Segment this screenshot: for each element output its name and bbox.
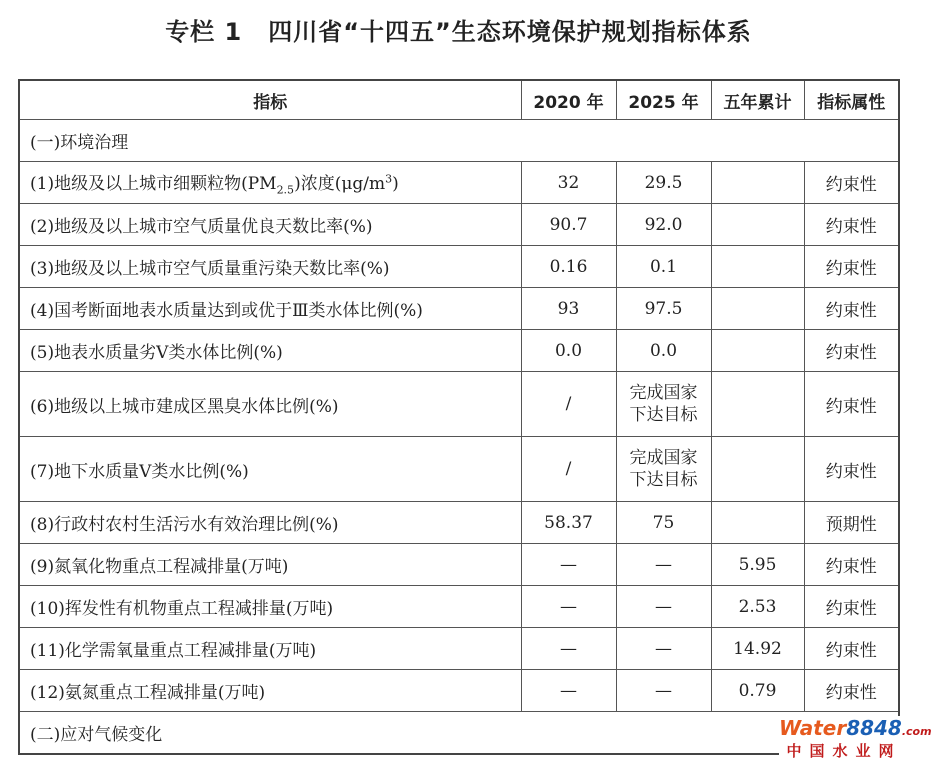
row-name: (3)地级及以上城市空气质量重污染天数比率(%)	[19, 246, 521, 288]
row-attr: 约束性	[804, 288, 899, 330]
row-cum	[711, 437, 804, 502]
page-title	[0, 12, 917, 47]
row-attr: 约束性	[804, 670, 899, 712]
header-cumulative: 五年累计	[711, 80, 804, 120]
row-2025: 97.5	[616, 288, 711, 330]
row-attr: 约束性	[804, 162, 899, 204]
row-name: (5)地表水质量劣Ⅴ类水体比例(%)	[19, 330, 521, 372]
row-name: (10)挥发性有机物重点工程减排量(万吨)	[19, 586, 521, 628]
section-row	[19, 712, 899, 754]
row-name: (9)氮氧化物重点工程减排量(万吨)	[19, 544, 521, 586]
row-2025: —	[616, 544, 711, 586]
table-row	[19, 437, 899, 502]
row-2025: —	[616, 586, 711, 628]
table-row	[19, 628, 899, 670]
row-2025: —	[616, 670, 711, 712]
row-name: (4)国考断面地表水质量达到或优于Ⅲ类水体比例(%)	[19, 288, 521, 330]
row-cum	[711, 372, 804, 437]
title-text: 四川省“十四五”生态环境保护规划指标体系	[268, 18, 752, 46]
row-attr: 约束性	[804, 372, 899, 437]
row-attr: 约束性	[804, 437, 899, 502]
row-name: (6)地级以上城市建成区黑臭水体比例(%)	[19, 372, 521, 437]
table-row	[19, 586, 899, 628]
row-cum	[711, 288, 804, 330]
header-attribute: 指标属性	[804, 80, 899, 120]
row-name: (7)地下水质量Ⅴ类水比例(%)	[19, 437, 521, 502]
row-2025: 0.1	[616, 246, 711, 288]
row-2025: 0.0	[616, 330, 711, 372]
row-attr: 约束性	[804, 330, 899, 372]
table-row	[19, 544, 899, 586]
table-row	[19, 502, 899, 544]
row-2020: /	[521, 437, 616, 502]
row-2025: 29.5	[616, 162, 711, 204]
watermark-logo	[779, 716, 932, 764]
row-cum: 5.95	[711, 544, 804, 586]
row-attr: 约束性	[804, 544, 899, 586]
table-row	[19, 372, 899, 437]
row-name: (2)地级及以上城市空气质量优良天数比率(%)	[19, 204, 521, 246]
row-2020: —	[521, 628, 616, 670]
row-2020: —	[521, 586, 616, 628]
title-label: 专栏 1	[165, 18, 243, 46]
indicator-table	[18, 79, 900, 755]
row-cum	[711, 162, 804, 204]
row-name: (1)地级及以上城市细颗粒物$(PM_{2.5})$浓度$(\mu g/m^3)$	[19, 162, 521, 204]
header-2020: 2020 年	[521, 80, 616, 120]
row-cum	[711, 502, 804, 544]
header-row	[19, 80, 899, 120]
row-attr: 约束性	[804, 628, 899, 670]
row-cum	[711, 330, 804, 372]
section-row	[19, 120, 899, 162]
header-indicator: 指标	[19, 80, 521, 120]
section-environment: (一)环境治理	[19, 120, 899, 162]
table-row	[19, 162, 899, 204]
row-2025: —	[616, 628, 711, 670]
row-cum: 0.79	[711, 670, 804, 712]
row-2020: 32	[521, 162, 616, 204]
row-cum: 2.53	[711, 586, 804, 628]
row-2020: —	[521, 670, 616, 712]
table-row	[19, 330, 899, 372]
table-row	[19, 670, 899, 712]
watermark-bottom: 中国水业网	[786, 742, 902, 760]
row-attr: 约束性	[804, 586, 899, 628]
row-attr: 约束性	[804, 246, 899, 288]
table-row	[19, 288, 899, 330]
row-2025: 75	[616, 502, 711, 544]
row-2020: —	[521, 544, 616, 586]
row-2020: 0.16	[521, 246, 616, 288]
row-attr: 预期性	[804, 502, 899, 544]
row-cum	[711, 204, 804, 246]
row-name: (8)行政村农村生活污水有效治理比例(%)	[19, 502, 521, 544]
row-cum	[711, 246, 804, 288]
row-cum: 14.92	[711, 628, 804, 670]
section-climate: (二)应对气候变化	[19, 712, 899, 754]
row-2020: /	[521, 372, 616, 437]
row-attr: 约束性	[804, 204, 899, 246]
row-2020: 0.0	[521, 330, 616, 372]
row-2025: 完成国家下达目标	[616, 437, 711, 502]
header-2025: 2025 年	[616, 80, 711, 120]
row-2025: 92.0	[616, 204, 711, 246]
row-2025: 完成国家下达目标	[616, 372, 711, 437]
table-row	[19, 246, 899, 288]
row-2020: 90.7	[521, 204, 616, 246]
row-2020: 93	[521, 288, 616, 330]
table-row	[19, 204, 899, 246]
row-name: (11)化学需氧量重点工程减排量(万吨)	[19, 628, 521, 670]
watermark-top: Water8848.com	[779, 716, 932, 740]
row-2020: 58.37	[521, 502, 616, 544]
row-name: (12)氨氮重点工程减排量(万吨)	[19, 670, 521, 712]
